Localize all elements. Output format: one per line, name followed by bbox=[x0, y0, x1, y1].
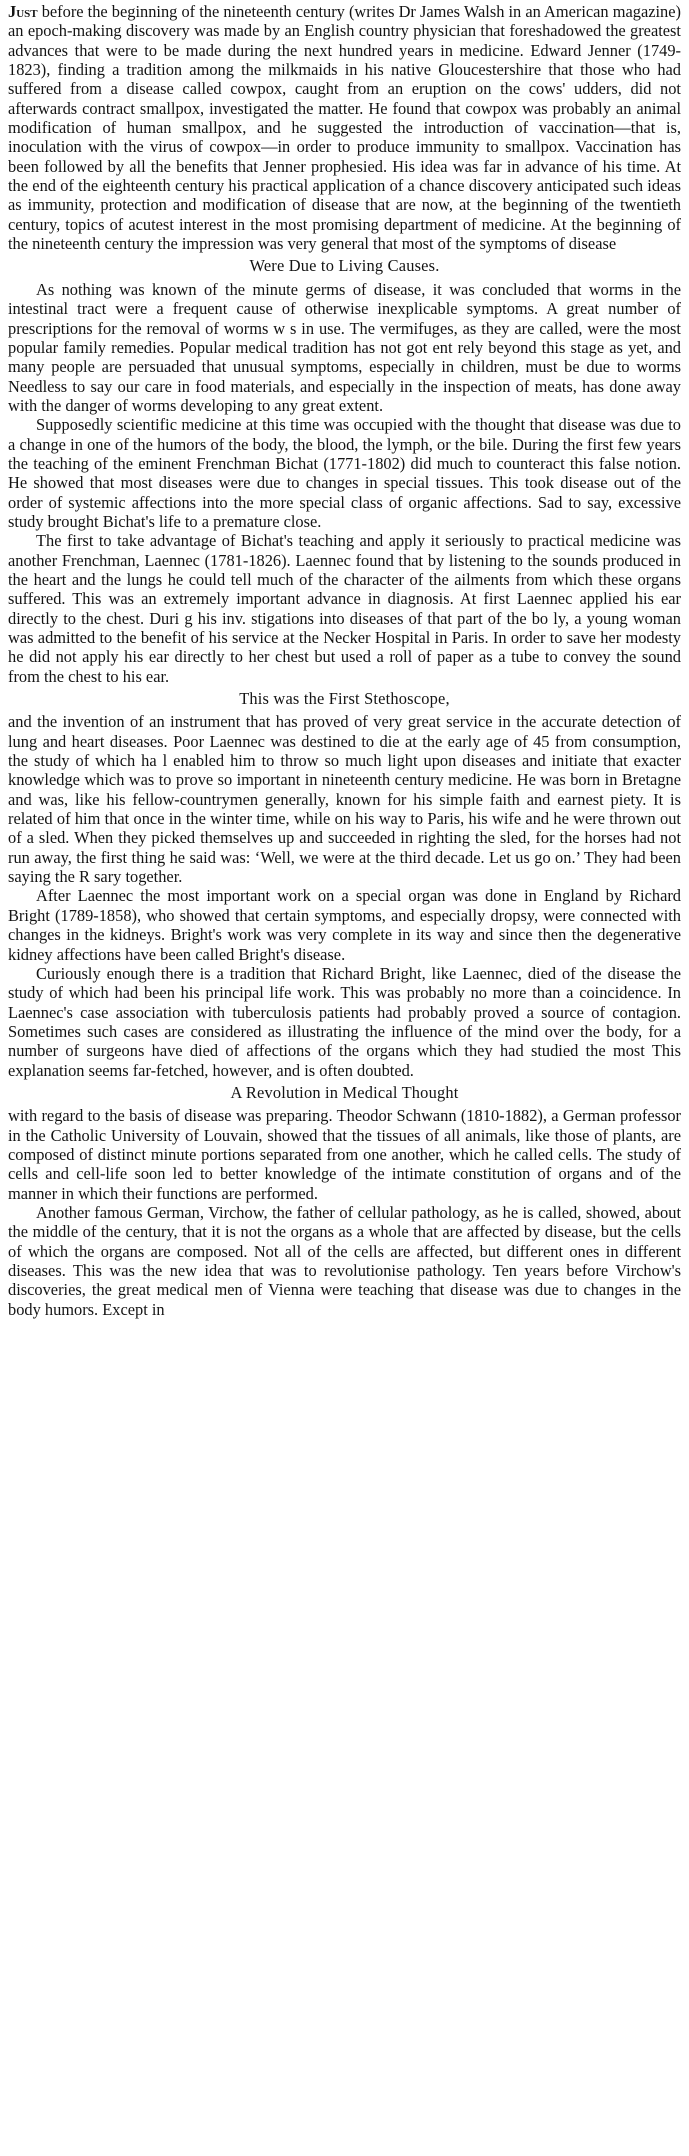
article-paragraph: As nothing was known of the minute germs of disease, it was concluded that worms in the intestinal tract were a frequent cause of otherwise inexplicable symptoms. A great number of prescriptions for the removal of worms w s in use. The vermifuges, as they are called, were the most popular family remedies. Popular medical tradition has not got ent rely beyond this stage as yet, and many people are persuaded that unusual symptoms, especially in children, must be due to worms Needless to say our care in food materials, and especially in the inspection of meats, has done away with the danger of worms developing to any great extent. bbox=[8, 279, 681, 415]
paragraph-text: before the beginning of the nineteenth century (writes Dr James Walsh in an American magazine) an epoch-making discovery was made by an English country physician that foreshadowed the greatest advances that were to be made during the next hundred years in medicine. Edward Jenner (1749-1823), finding a tradition among the milkmaids in his native Gloucestershire that those who had suffered from a disease called cowpox, caught from an eruption on the cows' udders, did not afterwards contract smallpox, investigated the matter. He found that cowpox was probably an animal modification of human smallpox, and he suggested the introduction of vaccination—that is, inoculation with the virus of cowpox—in order to produce immunity to smallpox. Vaccination has been followed by all the benefits that Jenner prophesied. His idea was far in advance of his time. At the end of the eighteenth century his practical application of a chance discovery anticipated such ideas as immunity, protection and modification of disease that are now, at the beginning of the twentieth century, topics of acutest interest in the most promising department of medicine. At the beginning of the nineteenth century the impression was very general that most of the symptoms of disease bbox=[8, 2, 681, 254]
article-paragraph: After Laennec the most important work on a special organ was done in England by Richard Bright (1789-1858), who showed that certain symptoms, and especially dropsy, were connected with changes in the kidneys. Bright's work was very complete in its way and since then the degenerative kidney affections have been called Bright's disease. bbox=[8, 886, 681, 964]
article-paragraph: and the invention of an instrument that has proved of very great service in the accurate detection of lung and heart diseases. Poor Laennec was destined to die at the early age of 45 from consumption, the study of which ha l enabled him to throw so much light upon diseases and initiate that exacter knowledge which was to prove so important in nineteenth century medicine. He was born in Bretagne and was, like his fellow-countrymen generally, known for his simple faith and earnest piety. It is related of him that once in the winter time, while on his way to Paris, his wife and he were thrown out of a sled. When they picked themselves up and succeeded in righting the sled, for the horses had not run away, the first thing he said was: ‘Well, we were at the third decade. Let us go on.’ They had been saying the R sary together. bbox=[8, 712, 681, 887]
article-paragraph: Another famous German, Virchow, the father of cellular pathology, as he is called, showed, about the middle of the century, that it is not the organs as a whole that are affected by disease, but the cells of which the organs are composed. Not all of the cells are affected, but different ones in different diseases. This was the new idea that was to revolutionise pathology. Ten years before Virchow's discoveries, the great medical men of Vienna were teaching that disease was due to changes in the body humors. Except in bbox=[8, 1202, 681, 1319]
article-paragraph: The first to take advantage of Bichat's teaching and apply it seriously to practical medicine was another Frenchman, Laennec (1781-1826). Laennec found that by listening to the sounds produced in the heart and the lungs he could tell much of the character of the ailments from which these organs suffered. This was an extremely important advance in diagnosis. At first Laennec applied his ear directly to the chest. Duri g his inv. stigations into diseases of that part of the bo ly, a young woman was admitted to the benefit of his service at the Necker Hospital in Paris. In order to save her modesty he did not apply his ear directly to her chest but used a roll of paper as a tube to convey the sound from the chest to his ear. bbox=[8, 531, 681, 686]
article-paragraph: Curiously enough there is a tradition that Richard Bright, like Laennec, died of the disease the study of which had been his principal life work. This was probably no more than a coincidence. In Laennec's case association with tuberculosis patients had probably proved a source of contagion. Sometimes such cases are considered as illustrating the influence of the mind over the body, for a number of surgeons have died of affections of the organs which they had studied the most This explanation seems far-fetched, however, and is often doubted. bbox=[8, 963, 681, 1080]
article-paragraph: Supposedly scientific medicine at this time was occupied with the thought that disease was due to a change in one of the humors of the body, the blood, the lymph, or the bile. During the first few years the teaching of the eminent Frenchman Bichat (1771-1802) did much to counteract this false notion. He showed that most diseases were due to changes in special tissues. This took disease out of the order of systemic affections into the more special class of organic affections. Sad to say, excessive study brought Bichat's life to a premature close. bbox=[8, 415, 681, 531]
lead-word: Just bbox=[8, 2, 38, 21]
subheading: This was the First Stethoscope, bbox=[239, 689, 450, 709]
article-paragraph bbox=[8, 2, 681, 253]
article-paragraph: with regard to the basis of disease was preparing. Theodor Schwann (1810-1882), a German professor in the Catholic University of Louvain, showed that the tissues of all animals, like those of plants, are composed of distinct minute portions separated from one another, which he called cells. The study of cells and cell-life soon led to better knowledge of the intimate constitution of organs and of the manner in which their functions are performed. bbox=[8, 1106, 681, 1203]
subheading: Were Due to Living Causes. bbox=[249, 256, 440, 276]
subheading: A Revolution in Medical Thought bbox=[230, 1082, 459, 1102]
